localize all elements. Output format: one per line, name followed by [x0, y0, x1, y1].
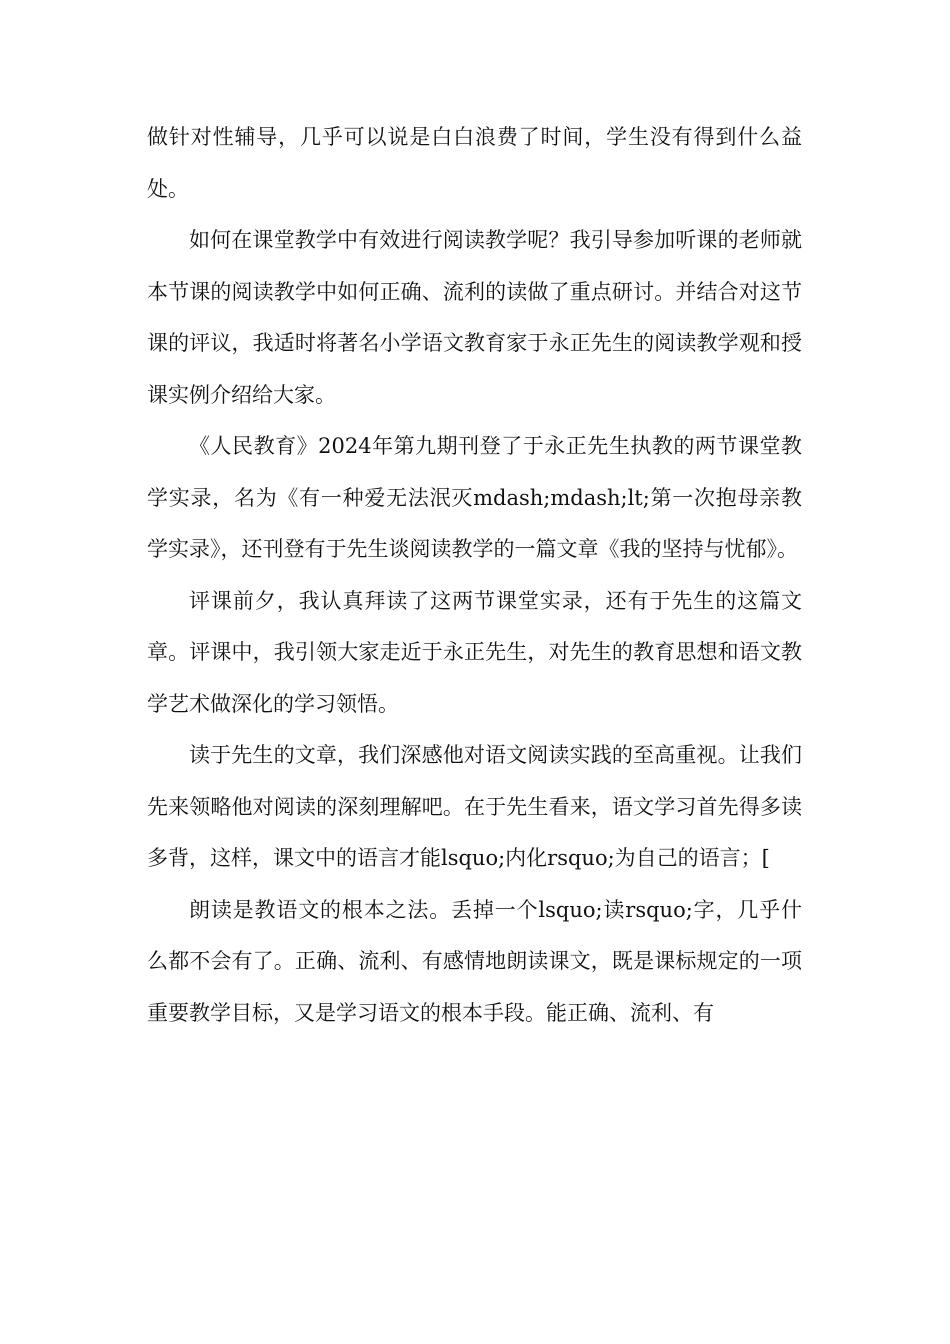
paragraph-6: 朗读是教语文的根本之法。丢掉一个lsquo;读rsquo;字，几乎什么都不会有了。正确、流利、有感情地朗读课文，既是课标规定的一项重要教学目标，又是学习语文的根本手段。能正确、流利、有 — [147, 897, 802, 1025]
paragraph-5: 读于先生的文章，我们深感他对语文阅读实践的至高重视。让我们先来领略他对阅读的深刻理解吧。在于先生看来，语文学习首先得多读多背，这样，课文中的语言才能lsquo;内化rsquo;为自己的语言；[ — [147, 743, 802, 870]
paragraph-3: 《人民教育》2024年第九期刊登了于永正先生执教的两节课堂教学实录，名为《有一种爱无法泯灭mdash;mdash;lt;第一次抱母亲教学实录》，还刊登有于先生谈阅读教学的一篇文章《我的坚持与忧郁》。 — [147, 434, 802, 561]
body-text — [147, 112, 802, 1039]
paragraph-2: 如何在课堂教学中有效进行阅读教学呢？我引导参加听课的老师就本节课的阅读教学中如何正确、流利的读做了重点研讨。并结合对这节课的评议，我适时将著名小学语文教育家于永正先生的阅读教学观和授课实例介绍给大家。 — [147, 228, 802, 407]
paragraph-1: 做针对性辅导，几乎可以说是白白浪费了时间，学生没有得到什么益处。 — [147, 125, 802, 201]
paragraph-4: 评课前夕，我认真拜读了这两节课堂实录，还有于先生的这篇文章。评课中，我引领大家走近于永正先生，对先生的教育思想和语文教学艺术做深化的学习领悟。 — [147, 588, 802, 716]
